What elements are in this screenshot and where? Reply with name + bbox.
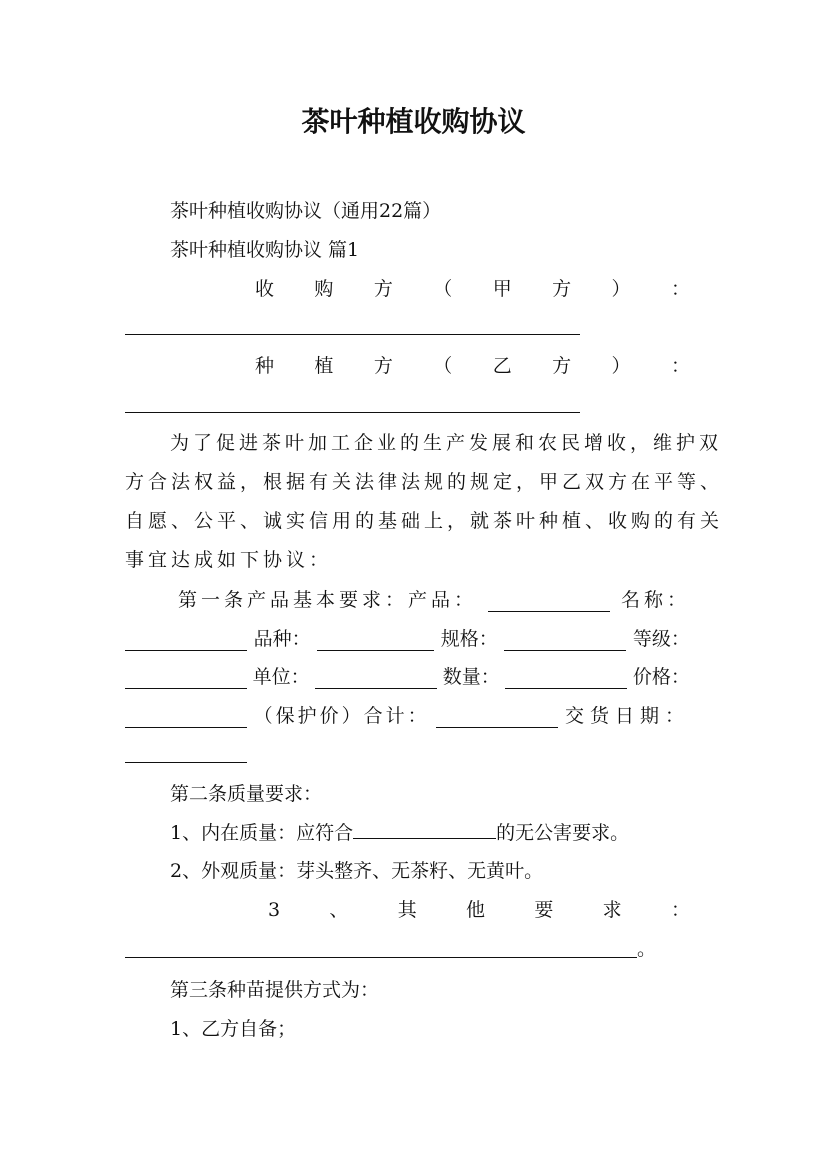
quantity-blank: [505, 670, 627, 689]
intro-line: 方合法权益，根据有关法律法规的规定，甲乙双方在平等、: [125, 471, 724, 493]
buyer-char: （: [433, 278, 453, 300]
buyer-char: ：: [670, 278, 690, 300]
item3-char: 3: [268, 899, 281, 921]
buyer-label: [255, 277, 690, 301]
spec-label: 规格：: [440, 628, 498, 650]
grower-char: 植: [314, 355, 334, 377]
item3-period: 。: [637, 938, 657, 960]
spec-blank: [504, 632, 626, 651]
standard-blank: [353, 820, 496, 839]
other-requirements-blank: [125, 957, 637, 958]
unit-blank: [315, 670, 437, 689]
buyer-char: ）: [611, 278, 631, 300]
article3-heading: 第三条种苗提供方式为：: [170, 979, 380, 1001]
section-heading: 茶叶种植收购协议 篇1: [170, 239, 360, 261]
article2-item1: [170, 820, 629, 845]
grower-char: 方: [552, 355, 572, 377]
article1-lead: 第一条产品基本要求：产品：: [178, 589, 478, 611]
article1-row2: [125, 627, 690, 651]
item1-suffix: 的无公害要求。: [496, 822, 630, 844]
product-blank: [488, 593, 610, 612]
grower-blank-line: [125, 412, 580, 413]
article3-item1: 1、乙方自备；: [170, 1018, 297, 1040]
intro-line: 为了促进茶叶加工企业的生产发展和农民增收，维护双: [170, 432, 723, 454]
total-blank: [436, 709, 558, 728]
buyer-char: 方: [373, 278, 393, 300]
grower-char: 乙: [492, 355, 512, 377]
unit-label: 单位：: [252, 666, 310, 688]
delivery-date-label: 交货日期：: [564, 705, 690, 727]
delivery-date-blank: [125, 762, 247, 763]
price-blank: [125, 709, 247, 728]
protect-price-label: （保护价）合计：: [253, 705, 430, 727]
buyer-char: 甲: [492, 278, 512, 300]
item3-char: 要: [534, 899, 554, 921]
article2-item2: 2、外观质量：芽头整齐、无茶籽、无黄叶。: [170, 860, 544, 882]
grower-char: 种: [255, 355, 275, 377]
document-title: 茶叶种植收购协议: [301, 105, 526, 138]
item3-char: 、: [329, 899, 349, 921]
variety-blank: [317, 632, 434, 651]
buyer-char: 方: [552, 278, 572, 300]
variety-label: 品种：: [253, 628, 311, 650]
grade-blank: [125, 670, 247, 689]
item3-char: 他: [466, 899, 486, 921]
price-label: 价格：: [632, 666, 690, 688]
item3-char: 求: [602, 899, 622, 921]
quantity-label: 数量：: [442, 666, 500, 688]
intro-line: 自愿、公平、诚实信用的基础上，就茶叶种植、收购的有关: [125, 510, 724, 532]
article1-row3: [125, 665, 690, 689]
buyer-char: 购: [314, 278, 334, 300]
buyer-char: 收: [255, 278, 275, 300]
grower-char: 方: [373, 355, 393, 377]
buyer-blank-line: [125, 334, 580, 335]
grower-char: ：: [670, 355, 690, 377]
name-blank: [125, 632, 247, 651]
article1-row4: [125, 704, 690, 728]
name-label: 名称：: [620, 589, 690, 611]
grower-char: ）: [611, 355, 631, 377]
item3-char: 其: [397, 899, 417, 921]
article2-item3: [268, 898, 690, 922]
intro-line: 事宜达成如下协议：: [125, 549, 333, 571]
grower-char: （: [433, 355, 453, 377]
article2-heading: 第二条质量要求：: [170, 783, 323, 805]
article1-row1: [178, 588, 690, 612]
grower-label: [255, 354, 690, 378]
document-subtitle: 茶叶种植收购协议（通用22篇）: [170, 200, 442, 222]
item1-prefix: 1、内在质量：应符合: [170, 822, 354, 844]
grade-label: 等级：: [632, 628, 690, 650]
item3-char: ：: [670, 899, 690, 921]
